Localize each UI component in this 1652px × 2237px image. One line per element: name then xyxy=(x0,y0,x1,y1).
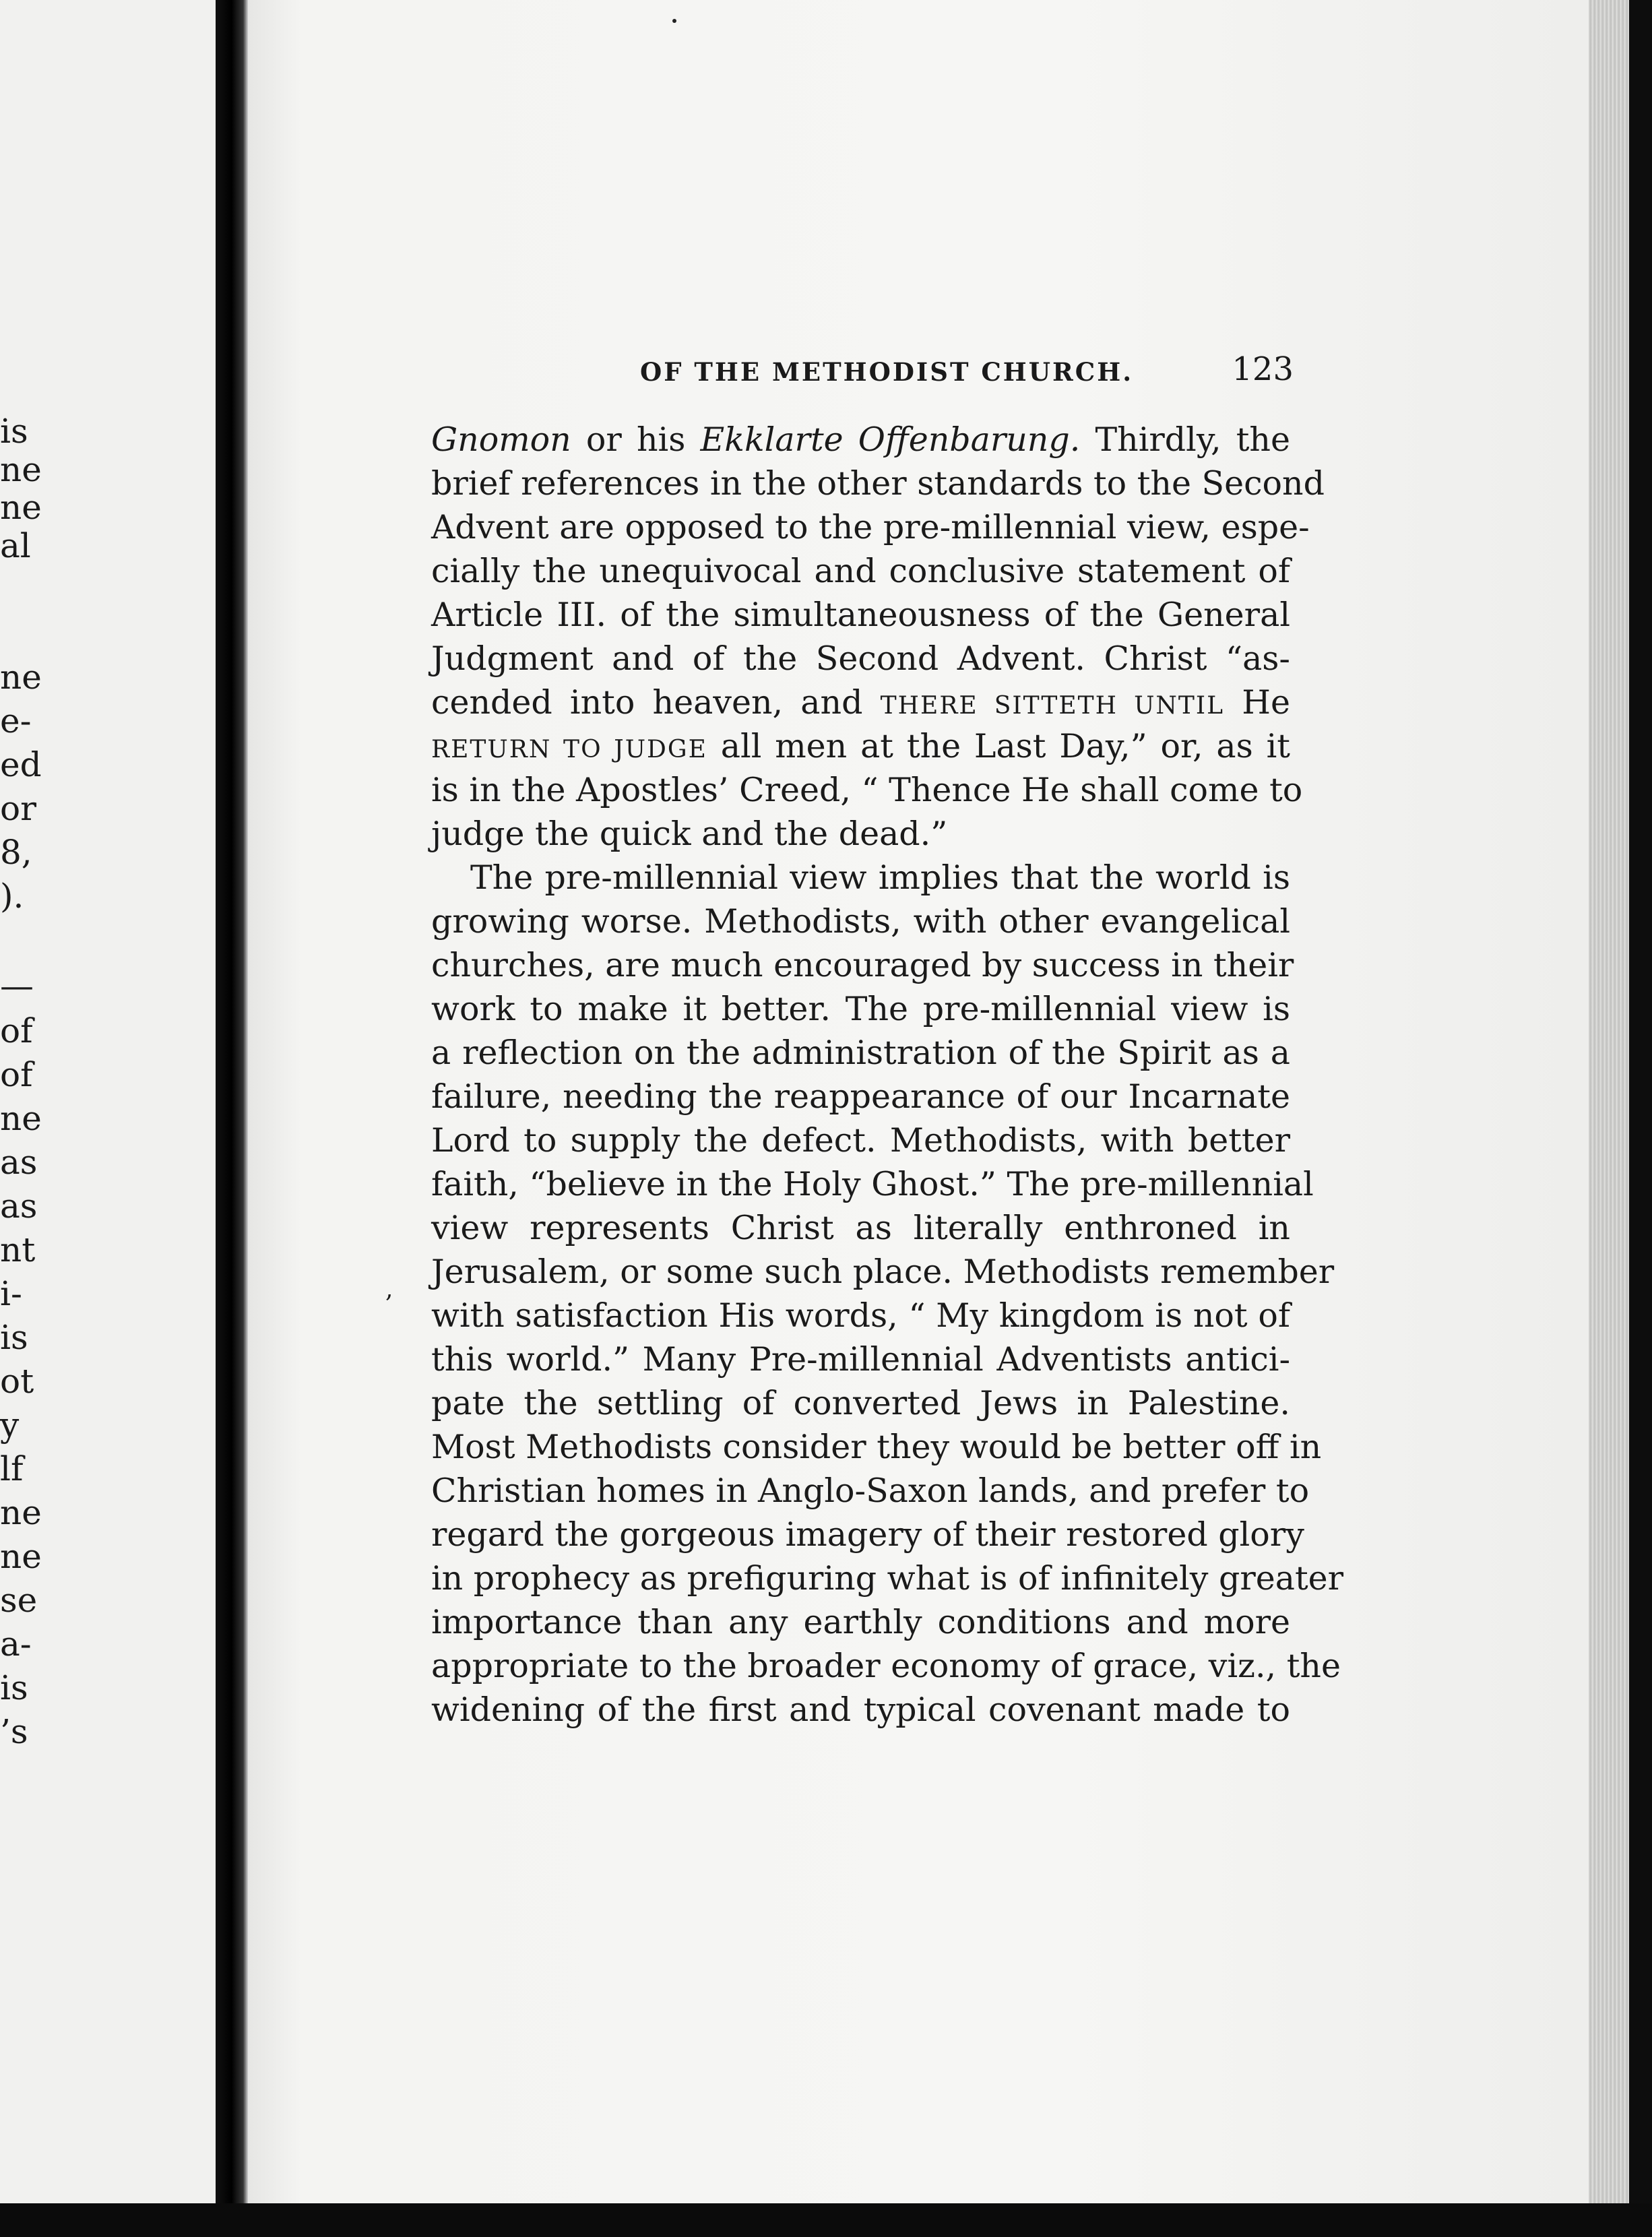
prev-fragment: ne xyxy=(0,450,42,489)
prev-fragment: e- xyxy=(0,701,32,741)
text-line xyxy=(431,418,1290,462)
page-number: 123 xyxy=(1232,350,1294,388)
page-edges xyxy=(1589,0,1629,2237)
text-line xyxy=(431,724,1290,768)
small-caps-run: THERE SITTETH UNTIL xyxy=(880,692,1225,720)
prev-fragment: ot xyxy=(0,1362,34,1401)
prev-fragment: lf xyxy=(0,1449,24,1488)
scan-border-right xyxy=(1629,0,1652,2237)
prev-fragment: se xyxy=(0,1581,38,1620)
text-line: view represents Christ as literally enthroned in xyxy=(431,1209,1290,1247)
text-run: Thirdly, the xyxy=(1080,420,1290,459)
text-run: He xyxy=(1224,683,1290,722)
prev-fragment: ed xyxy=(0,745,42,784)
prev-fragment: is xyxy=(0,1318,28,1357)
prev-fragment: ne xyxy=(0,1099,42,1138)
text-line: Lord to supply the defect. Methodists, with better xyxy=(431,1121,1290,1160)
body-text xyxy=(431,418,1344,1732)
prev-fragment: is xyxy=(0,412,28,451)
prev-fragment: i- xyxy=(0,1274,22,1313)
italic-title: Gnomon xyxy=(431,420,571,459)
text-line: Article III. of the simultaneousness of the General xyxy=(431,596,1290,634)
prev-fragment: ). xyxy=(0,877,24,916)
italic-title: Ekklarte Offenbarung. xyxy=(700,420,1081,459)
text-line: this world.” Many Pre-millennial Adventists antici- xyxy=(431,1340,1290,1379)
text-line: importance than any earthly conditions and more xyxy=(431,1603,1290,1641)
text-run: or his xyxy=(571,420,701,459)
text-line: Advent are opposed to the pre-millennial view, espe- xyxy=(431,508,1310,546)
text-line: a reflection on the administration of the Spirit as a xyxy=(431,1034,1290,1072)
page-header xyxy=(640,350,1294,398)
prev-fragment: ’s xyxy=(0,1712,28,1751)
text-line: in prophecy as prefiguring what is of infinitely greater xyxy=(431,1559,1344,1598)
prev-fragment: 8, xyxy=(0,833,32,872)
prev-fragment: — xyxy=(0,966,34,1005)
prev-fragment: ne xyxy=(0,1537,42,1576)
text-line: judge the quick and the dead.” xyxy=(431,815,948,853)
text-line: pate the settling of converted Jews in Palestine. xyxy=(431,1384,1290,1422)
text-line xyxy=(431,681,1290,724)
prev-fragment: as xyxy=(0,1143,38,1182)
prev-fragment: is xyxy=(0,1668,28,1707)
text-line: brief references in the other standards to the Second xyxy=(431,464,1325,503)
text-line: churches, are much encouraged by success in their xyxy=(431,946,1294,984)
text-line: Judgment and of the Second Advent. Christ “as- xyxy=(431,639,1290,678)
text-line: Jerusalem, or some such place. Methodists remember xyxy=(431,1253,1335,1291)
text-run: all men at the Last Day,” or, as it xyxy=(707,727,1290,765)
prev-fragment: or xyxy=(0,789,37,828)
small-caps-run: RETURN TO JUDGE xyxy=(431,736,707,763)
prev-fragment: nt xyxy=(0,1230,36,1269)
prev-fragment: ne xyxy=(0,1493,42,1532)
previous-page-edge xyxy=(0,0,222,2237)
text-run: cended into heaven, and xyxy=(431,683,881,722)
margin-mark: , xyxy=(385,1275,393,1303)
text-line: The pre-millennial view implies that the world is xyxy=(470,858,1290,897)
speck xyxy=(672,19,676,23)
text-line: is in the Apostles’ Creed, “ Thence He shall come to xyxy=(431,771,1303,809)
text-line: widening of the first and typical covenant made to xyxy=(431,1691,1290,1729)
text-line: regard the gorgeous imagery of their restored glory xyxy=(431,1515,1304,1554)
text-line: failure, needing the reappearance of our Incarnate xyxy=(431,1077,1290,1116)
prev-fragment: as xyxy=(0,1187,38,1226)
text-line: appropriate to the broader economy of grace, viz., the xyxy=(431,1647,1341,1685)
prev-fragment: of xyxy=(0,1011,33,1050)
running-head: OF THE METHODIST CHURCH. xyxy=(640,357,1134,387)
text-line: cially the unequivocal and conclusive statement of xyxy=(431,552,1290,590)
prev-fragment: a- xyxy=(0,1625,32,1664)
book-gutter xyxy=(216,0,248,2237)
prev-fragment: al xyxy=(0,526,31,565)
text-line: Christian homes in Anglo-Saxon lands, and prefer to xyxy=(431,1472,1310,1510)
prev-fragment: of xyxy=(0,1055,33,1094)
scan-border-bottom xyxy=(0,2203,1652,2237)
text-line: work to make it better. The pre-millennial view is xyxy=(431,990,1290,1028)
text-line: growing worse. Methodists, with other evangelical xyxy=(431,902,1290,941)
prev-fragment: ne xyxy=(0,488,42,527)
prev-fragment: ne xyxy=(0,658,42,697)
prev-fragment: y xyxy=(0,1406,20,1445)
text-line: with satisfaction His words, “ My kingdom is not of xyxy=(431,1296,1290,1335)
text-line: Most Methodists consider they would be better off in xyxy=(431,1428,1322,1466)
text-line: faith, “believe in the Holy Ghost.” The pre-millennial xyxy=(431,1165,1314,1203)
